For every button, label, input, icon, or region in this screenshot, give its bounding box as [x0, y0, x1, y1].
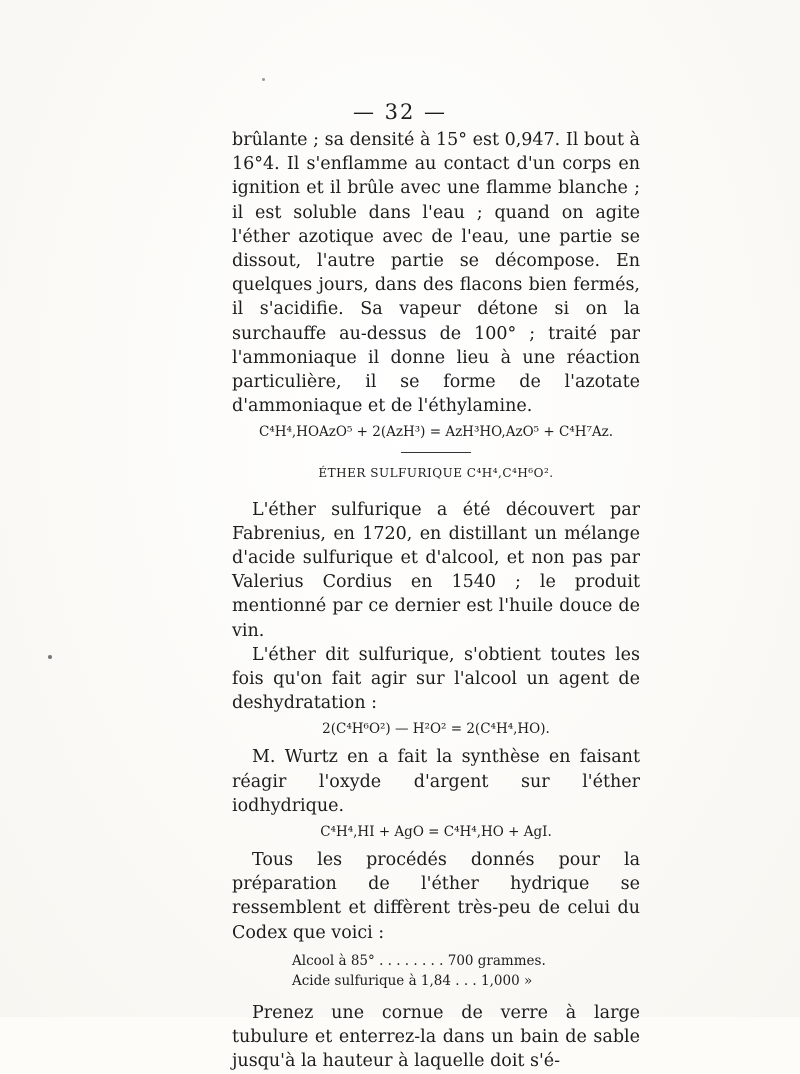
paragraph-wurtz: M. Wurtz en a fait la synthèse en faisant réagir l'oxyde d'argent sur l'éther iodhydrique. [232, 747, 640, 816]
paragraph-nitric-ether: brûlante ; sa densité à 15° est 0,947. Il bout à 16°4. Il s'enflamme au contact d'un corps en ignition et il brûle avec une flamme blanche ; il est soluble dans l'eau ; quand on agite l'éther azotique avec de l'eau, une partie se dissout, l'autre partie se décompose. En quelques jours, dans des flacons bien fermés, il s'acidifie. Sa vapeur détone si on la surchauffe au-dessus de 100° ; traité par l'ammoniaque il donne lieu à une réaction particulière, il se forme de l'azotate d'ammoniaque et de l'éthylamine. [232, 130, 640, 417]
ink-speck [48, 655, 52, 659]
paragraph-dehydration: L'éther dit sulfurique, s'obtient toutes les fois qu'on fait agir sur l'alcool un agent de deshydratation : [232, 644, 640, 714]
page-body [232, 128, 640, 1074]
paragraph-codex: Tous les procédés donnés pour la préparation de l'éther hydrique se ressemblent et diffèrent très-peu de celui du Codex que voici : [232, 850, 640, 943]
recipe-ingredient: Alcool à 85° [292, 952, 375, 969]
equation-silver-oxide: C⁴H⁴,HI + AgO = C⁴H⁴,HO + AgI. [320, 824, 552, 841]
equation-ammonia-reaction: C⁴H⁴,HOAzO⁵ + 2(AzH³) = AzH³HO,AzO⁵ + C⁴H⁷Az. [258, 424, 614, 441]
paragraph-procedure: Prenez une cornue de verre à large tubulure et enterrez-la dans un bain de sable jusqu'à la hauteur à laquelle doit s'é- [232, 1002, 640, 1072]
recipe-list [292, 951, 640, 991]
recipe-ingredient: Acide sulfurique à 1,84 [292, 972, 451, 989]
recipe-amount: 1,000 » [481, 972, 533, 989]
ink-speck [262, 78, 265, 81]
section-divider [401, 452, 471, 453]
equation-dehydration: 2(C⁴H⁶O²) — H²O² = 2(C⁴H⁴,HO). [322, 721, 550, 738]
recipe-item [292, 951, 640, 971]
section-heading: ÉTHER SULFURIQUE C⁴H⁴,C⁴H⁶O². [318, 466, 554, 481]
recipe-dots: . . . [455, 972, 477, 989]
paragraph-discovery: L'éther sulfurique a été découvert par Fabrenius, en 1720, en distillant un mélange d'acide sulfurique et d'alcool, et non pas par Valerius Cordius en 1540 ; le produit mentionné par ce dernier est l'huile douce de vin. [232, 499, 640, 641]
recipe-item [292, 971, 640, 991]
recipe-amount: 700 grammes. [447, 952, 546, 969]
recipe-dots: . . . . . . . . [379, 952, 444, 969]
page-number: — 32 — [352, 100, 448, 124]
